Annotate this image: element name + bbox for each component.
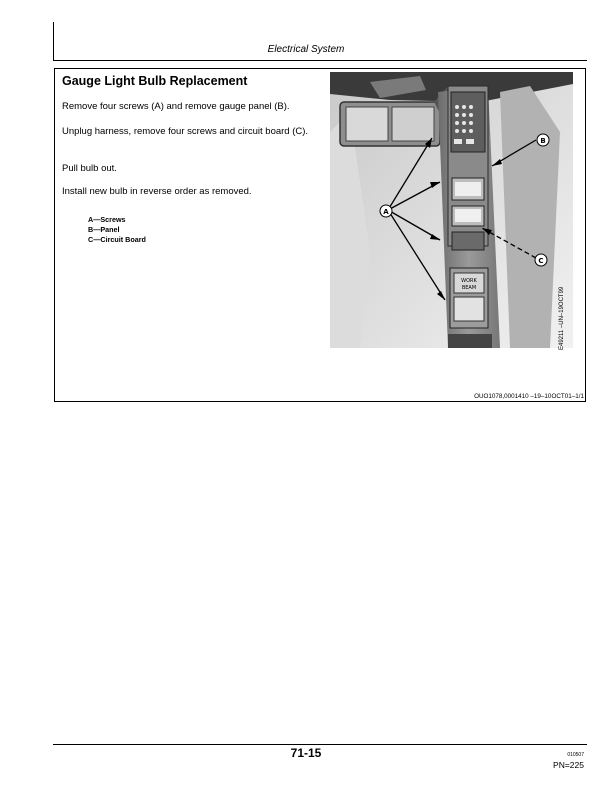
callout-a: A [383, 208, 389, 216]
page-heading: Gauge Light Bulb Replacement [62, 74, 248, 88]
callout-c: C [538, 257, 544, 265]
instruction-4: Install new bulb in reverse order as removed. [62, 186, 252, 197]
beam-label: BEAM [461, 285, 477, 291]
legend-item-panel: B—Panel [88, 225, 120, 234]
instruction-2: Unplug harness, remove four screws and circuit board (C). [62, 126, 309, 137]
footer-pn: PN=225 [553, 760, 584, 770]
section-title: Electrical System [267, 44, 345, 55]
work-label: WORK [461, 278, 477, 284]
legend-item-circuit-board: C—Circuit Board [88, 235, 146, 244]
document-reference: OUO1078,0001410 –19–10OCT01–1/1 [474, 393, 584, 400]
footer-code: 010507 [567, 752, 584, 758]
footer-rule [53, 744, 587, 745]
gauge-panel-photo [330, 72, 573, 348]
header-rule [53, 60, 587, 61]
instruction-3: Pull bulb out. [62, 163, 117, 174]
page-number: 71-15 [290, 746, 322, 760]
figure-id: E49211 –UN–19OCT99 [559, 286, 565, 350]
legend-item-screws: A—Screws [88, 215, 126, 224]
callout-b: B [540, 137, 546, 145]
instruction-1: Remove four screws (A) and remove gauge panel (B). [62, 101, 290, 112]
